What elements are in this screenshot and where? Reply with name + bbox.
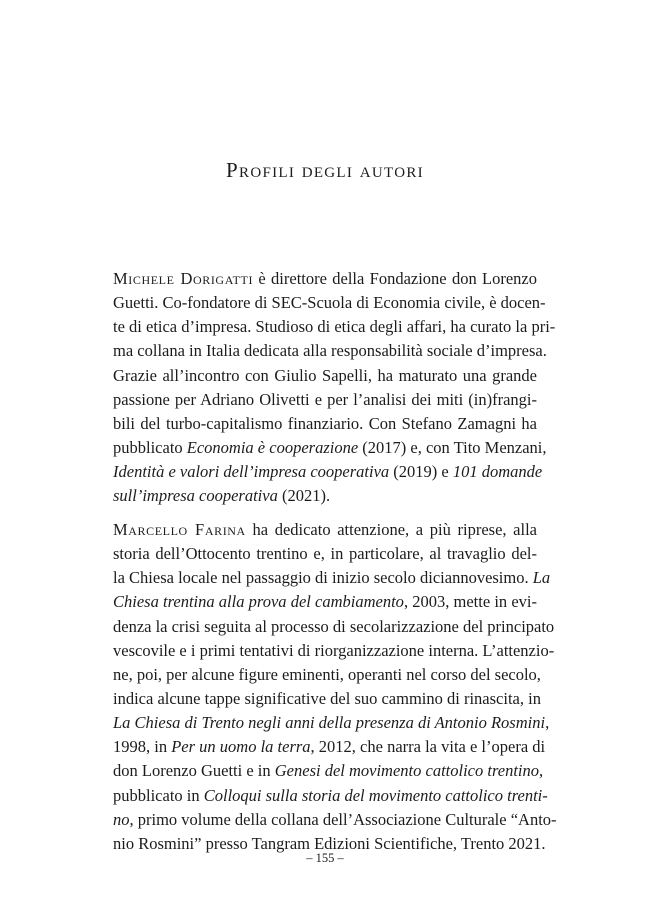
text-line	[113, 615, 555, 639]
text-line	[113, 784, 548, 808]
italic-title: Economia è cooperazione	[186, 437, 359, 457]
author-bio-dorigatti	[113, 267, 556, 508]
text-segment: denza la crisi seguita al processo di secolarizzazione del principato	[113, 616, 555, 636]
text-segment: ,	[539, 761, 544, 781]
text-segment: la Chiesa locale nel passaggio di inizio secolo diciannovesimo.	[113, 568, 533, 588]
text-segment: pubblicato in	[113, 785, 204, 805]
text-segment: ne, poi, per alcune figure eminenti, operanti nel corso del secolo,	[113, 664, 541, 684]
text-line	[113, 412, 537, 436]
text-segment: nio Rosmini” presso Tangram Edizioni Scientifiche, Trento 2021.	[113, 833, 546, 853]
text-line	[113, 267, 537, 291]
text-segment: pubblicato	[113, 437, 187, 457]
text-line	[113, 291, 546, 315]
text-segment: vescovile e i primi tentativi di riorganizzazione interna. L’attenzio-	[113, 640, 555, 660]
text-line	[113, 687, 541, 711]
text-line	[113, 808, 557, 832]
italic-title: Per un uomo la terra	[171, 737, 311, 757]
text-segment: , primo volume della collana dell’Associazione Culturale “Anto-	[129, 809, 557, 829]
italic-title: La Chiesa di Trento negli anni della presenza di Antonio Rosmini	[113, 713, 546, 733]
text-line	[113, 339, 547, 363]
text-segment: è direttore della Fondazione don Lorenzo	[253, 269, 537, 288]
text-line	[113, 590, 537, 614]
text-segment: (2017) e, con Tito Menzani,	[358, 437, 547, 457]
italic-title: Identità e valori dell’impresa cooperativa	[113, 462, 390, 482]
text-line	[113, 639, 555, 663]
text-line	[113, 735, 546, 759]
italic-title: 101 domande	[452, 462, 543, 482]
text-line	[113, 436, 547, 460]
text-line	[113, 315, 556, 339]
text-line	[113, 542, 537, 566]
text-segment: bili del turbo-capitalismo finanziario. Con Stefano Zamagni ha	[113, 413, 537, 433]
text-line	[113, 711, 550, 735]
text-segment: , 2003, mette in evi-	[403, 592, 538, 612]
text-segment: storia dell’Ottocento trentino e, in particolare, al travaglio del-	[113, 544, 537, 564]
italic-title: Genesi del movimento cattolico trentino	[274, 761, 539, 781]
text-segment: Grazie all’incontro con Giulio Sapelli, ha maturato una grande	[113, 365, 537, 385]
text-line	[113, 759, 544, 783]
author-name: Michele Dorigatti	[113, 269, 254, 288]
text-segment: , 2012, che narra la vita e l’opera di	[310, 737, 546, 757]
text-segment: indica alcune tappe significative del suo cammino di rinascita, in	[113, 688, 541, 708]
text-segment: Guetti. Co-fondatore di SEC-Scuola di Economia civile, è docen-	[113, 293, 546, 313]
author-name: Marcello Farina	[113, 520, 246, 539]
text-line	[113, 364, 537, 388]
text-segment: ha dedicato attenzione, a più riprese, alla	[245, 520, 537, 539]
text-segment: (2021).	[277, 486, 331, 506]
text-segment: ,	[545, 713, 550, 733]
text-line	[113, 460, 543, 484]
text-line	[113, 663, 541, 687]
page-number: – 155 –	[306, 851, 344, 865]
text-segment: 1998, in	[113, 737, 172, 757]
italic-title: La	[532, 568, 551, 588]
page-title: Profili degli autori	[226, 158, 424, 182]
text-segment: (2019) e	[389, 462, 453, 482]
italic-title: Colloqui sulla storia del movimento cattolico trenti-	[203, 785, 548, 805]
text-line	[113, 566, 551, 590]
text-segment: passione per Adriano Olivetti e per l’analisi dei miti (in)frangi-	[113, 389, 537, 409]
text-line	[113, 518, 537, 542]
text-line	[113, 388, 537, 412]
author-bio-farina	[113, 518, 557, 856]
italic-title: Chiesa trentina alla prova del cambiamento	[113, 592, 404, 612]
text-segment: don Lorenzo Guetti e in	[113, 761, 275, 781]
text-line	[113, 484, 537, 508]
text-segment: ma collana in Italia dedicata alla responsabilità sociale d’impresa.	[113, 341, 547, 361]
italic-title: no	[113, 809, 130, 829]
italic-title: sull’impresa cooperativa	[113, 486, 278, 506]
text-segment: te di etica d’impresa. Studioso di etica degli affari, ha curato la pri-	[113, 317, 556, 337]
